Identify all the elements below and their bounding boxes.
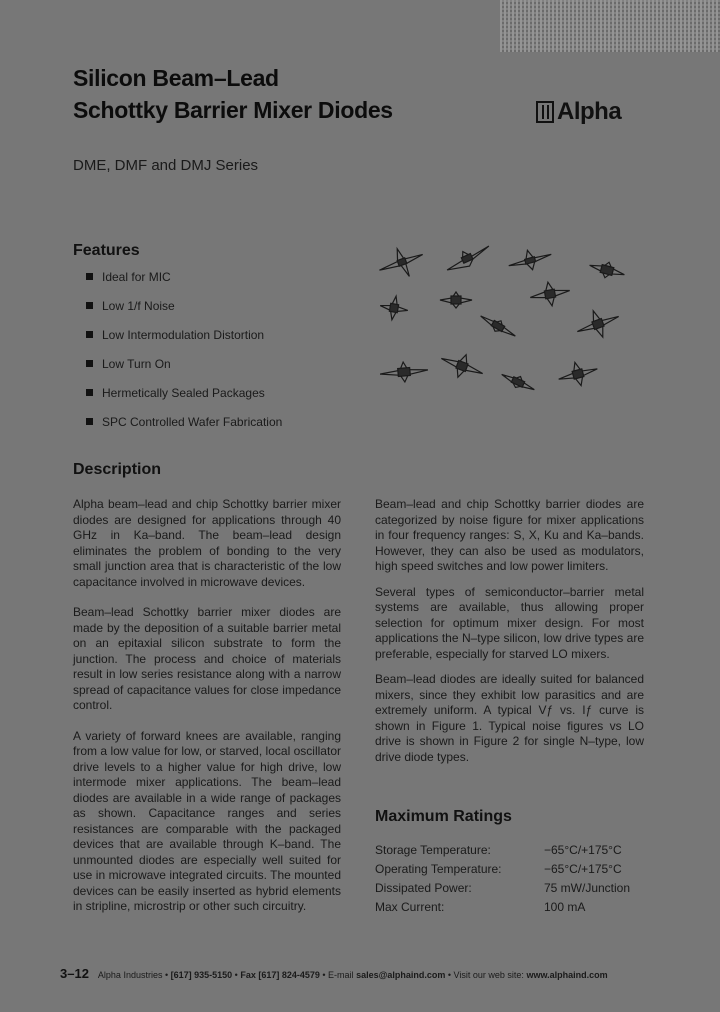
diode-icon — [379, 360, 429, 384]
feature-item — [86, 415, 282, 444]
title-line-1: Silicon Beam–Lead — [73, 65, 279, 91]
diode-icon — [437, 347, 487, 385]
diode-packages-illustration — [370, 236, 660, 406]
page-number: 3–12 — [60, 966, 89, 981]
bullet-icon — [86, 389, 93, 396]
rating-label: Storage Temperature: — [375, 843, 491, 857]
feature-text: Hermetically Sealed Packages — [102, 386, 265, 400]
max-ratings-heading: Maximum Ratings — [375, 808, 512, 825]
diode-icon — [556, 357, 601, 391]
alpha-logo-icon — [536, 101, 554, 123]
description-left-column — [73, 497, 341, 930]
bullet-icon — [86, 331, 93, 338]
diode-icon — [588, 258, 627, 283]
feature-item — [86, 386, 282, 415]
rating-value: 100 mA — [544, 900, 586, 914]
diode-icon — [528, 279, 572, 310]
feature-item — [86, 299, 282, 328]
description-paragraph: Alpha beam–lead and chip Schottky barrier mixer diodes are designed for applications through 40 GHz in Ka–band. The beam–lead design eliminates the problem of bonding to the very small junction area that is characteristic of the low capacitance involved in microwave devices. — [73, 497, 341, 589]
rating-row — [375, 843, 645, 862]
footer-web-label: Visit our web site: — [453, 970, 524, 980]
feature-item — [86, 357, 282, 386]
rating-label: Operating Temperature: — [375, 862, 502, 876]
diode-icon — [443, 241, 493, 276]
feature-text: Ideal for MIC — [102, 270, 171, 284]
rating-row — [375, 881, 645, 900]
bullet-icon — [86, 360, 93, 367]
rating-label: Dissipated Power: — [375, 881, 472, 895]
max-ratings-table — [375, 843, 645, 919]
page-title — [73, 62, 393, 126]
diode-icon — [573, 303, 624, 344]
feature-text: SPC Controlled Wafer Fabrication — [102, 415, 283, 429]
header-hatch-pattern — [500, 0, 720, 52]
description-paragraph: Beam–lead and chip Schottky barrier diodes are categorized by noise figure for mixer applications in four frequency ranges: S, X, Ku and Ka–bands. However, they can also be used as modulators, high speed switches and low power limiters. — [375, 497, 644, 573]
description-paragraph: Beam–lead Schottky barrier mixer diodes are made by the deposition of a suitable barrier metal on an epitaxial silicon substrate to form the junction. The process and choice of materials result in low series resistance along with a narrow spread of capacitance values for close impedance control. — [73, 605, 341, 712]
rating-label: Max Current: — [375, 900, 445, 914]
rating-row — [375, 862, 645, 881]
footer-fax: Fax [617] 824-4579 — [240, 970, 320, 980]
rating-value: −65°C/+175°C — [544, 862, 622, 876]
alpha-logo — [536, 98, 621, 126]
features-heading: Features — [73, 242, 140, 259]
rating-value: 75 mW/Junction — [544, 881, 631, 895]
feature-item — [86, 270, 282, 299]
title-line-2: Schottky Barrier Mixer Diodes — [73, 97, 393, 123]
bullet-icon — [86, 273, 93, 280]
alpha-logo-text: Alpha — [557, 98, 622, 125]
footer-email[interactable]: sales@alphaind.com — [356, 970, 446, 980]
bullet-icon — [86, 418, 93, 425]
feature-text: Low Intermodulation Distortion — [102, 328, 265, 342]
feature-item — [86, 328, 282, 357]
footer-web[interactable]: www.alphaind.com — [526, 970, 608, 980]
diode-icon — [440, 292, 472, 308]
bullet-icon — [86, 302, 93, 309]
rating-value: −65°C/+175°C — [544, 843, 622, 857]
diode-icon — [506, 245, 554, 276]
page-footer — [60, 966, 660, 981]
description-paragraph: A variety of forward knees are available, ranging from a low value for low, or starved, local oscillator drive levels to a higher value for high drive, low intermode mixer applications. The beam–lead diodes are available in a wide range of packages as shown. Capacitance ranges and series resistances are comparable with the packaged devices that are available through K–band. The unmounted diodes are especially well suited for use in microwave integrated circuits. The mounted devices can be easily inserted as hybrid elements in stripline, microstrip or other such circuitry. — [73, 728, 341, 913]
feature-text: Low 1/f Noise — [102, 299, 175, 313]
footer-phone: [617] 935-5150 — [170, 970, 233, 980]
diode-icon — [378, 294, 410, 322]
rating-row — [375, 900, 645, 919]
feature-text: Low Turn On — [102, 357, 171, 371]
diode-icon — [499, 369, 537, 395]
footer-company: Alpha Industries — [97, 970, 163, 980]
description-paragraph: Several types of semiconductor–barrier metal systems are available, thus allowing proper selection for optimum mixer design. For most applications the N–type silicon, low drive types are preferable, especially for starved LO mixers. — [375, 584, 644, 661]
diode-icon — [478, 311, 519, 341]
description-heading: Description — [73, 461, 162, 478]
footer-contact: Alpha Industries • [617] 935-5150 • Fax [617] 824-4579 • E-mail sales@alphaind.com • Visit our web site: www.alphaind.com — [97, 970, 608, 980]
features-list — [86, 270, 282, 444]
series-subtitle: DME, DMF and DMJ Series — [73, 157, 259, 174]
footer-email-label: E-mail — [328, 970, 354, 980]
description-paragraph: Beam–lead diodes are ideally suited for balanced mixers, since they exhibit low parasitics and are extremely uniform. A typical Vƒ vs. Iƒ curve is shown in Figure 1. Typical noise figures vs LO drive is shown in Figure 2 for single N–type, low drive diode types. — [375, 672, 644, 764]
description-right-column — [375, 497, 644, 775]
diode-icon — [375, 241, 428, 285]
